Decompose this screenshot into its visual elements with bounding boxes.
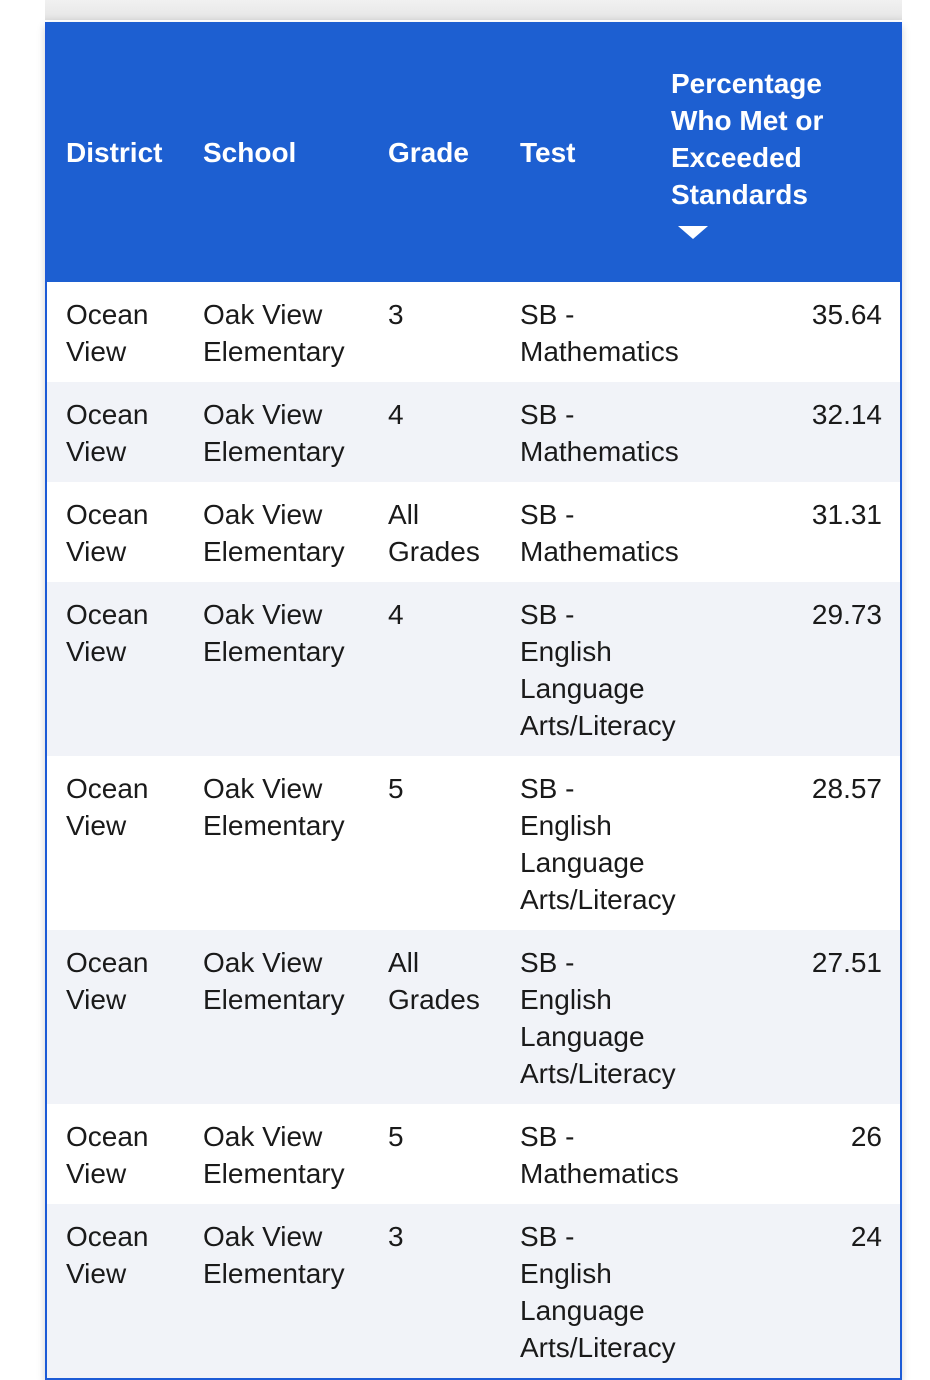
table-row[interactable] (47, 1104, 900, 1204)
cell-school: Oak View Elementary (203, 1121, 345, 1189)
cell-percentage: 26 (850, 1121, 882, 1152)
cell-school: Oak View Elementary (184, 930, 369, 1104)
column-header-percentage-label: Percentage Who Met or Exceeded Standards (671, 68, 824, 210)
cell-grade: 4 (369, 382, 501, 482)
cell-district: Ocean View (47, 582, 184, 756)
cell-grade: 3 (369, 1204, 501, 1378)
cell-test: SB - Mathematics (501, 382, 671, 482)
column-header-school[interactable]: School (184, 22, 369, 282)
cell-school: Oak View Elementary (203, 499, 345, 567)
column-header-grade[interactable]: Grade (369, 22, 501, 282)
cell-school: Oak View Elementary (184, 382, 369, 482)
cell-test: SB - Mathematics (520, 1121, 679, 1189)
table-header (47, 22, 900, 282)
cell-grade: All Grades (388, 499, 480, 567)
cell-test: SB - English Language Arts/Literacy (501, 582, 671, 756)
cell-grade: All Grades (369, 930, 501, 1104)
cell-school: Oak View Elementary (184, 582, 369, 756)
cell-school: Oak View Elementary (203, 299, 345, 367)
cell-district: Ocean View (47, 382, 184, 482)
table-row[interactable] (47, 282, 900, 382)
cell-percentage: 35.64 (811, 299, 882, 330)
cell-test: SB - Mathematics (520, 299, 679, 367)
cell-test: SB - English Language Arts/Literacy (520, 773, 676, 915)
cell-district: Ocean View (66, 773, 149, 841)
results-table-card (45, 22, 902, 1380)
cell-school: Oak View Elementary (184, 1204, 369, 1378)
cell-percentage: 27.51 (671, 930, 900, 1104)
sort-descending-icon[interactable] (678, 226, 708, 239)
column-header-percentage[interactable] (671, 22, 900, 282)
column-header-test[interactable]: Test (501, 22, 671, 282)
cell-district: Ocean View (66, 299, 149, 367)
cell-percentage: 28.57 (811, 773, 882, 804)
cell-percentage: 29.73 (671, 582, 900, 756)
table-row[interactable] (47, 1204, 900, 1378)
cell-district: Ocean View (47, 1204, 184, 1378)
results-table (47, 22, 900, 1378)
cell-district: Ocean View (47, 930, 184, 1104)
cell-grade: 4 (369, 582, 501, 756)
top-shadow-band (45, 0, 902, 20)
cell-grade: 3 (388, 299, 404, 330)
table-row[interactable] (47, 930, 900, 1104)
cell-test: SB - Mathematics (520, 499, 679, 567)
cell-school: Oak View Elementary (203, 773, 345, 841)
table-body (47, 282, 900, 1378)
cell-percentage: 24 (671, 1204, 900, 1378)
cell-grade: 5 (388, 1121, 404, 1152)
cell-grade: 5 (388, 773, 404, 804)
cell-percentage: 32.14 (671, 382, 900, 482)
cell-district: Ocean View (66, 1121, 149, 1189)
cell-test: SB - English Language Arts/Literacy (501, 1204, 671, 1378)
table-row[interactable] (47, 756, 900, 930)
table-row[interactable] (47, 582, 900, 756)
cell-district: Ocean View (66, 499, 149, 567)
table-row[interactable] (47, 482, 900, 582)
cell-test: SB - English Language Arts/Literacy (501, 930, 671, 1104)
cell-percentage: 31.31 (811, 499, 882, 530)
header-row (47, 22, 900, 282)
table-row[interactable] (47, 382, 900, 482)
column-header-district[interactable]: District (47, 22, 184, 282)
